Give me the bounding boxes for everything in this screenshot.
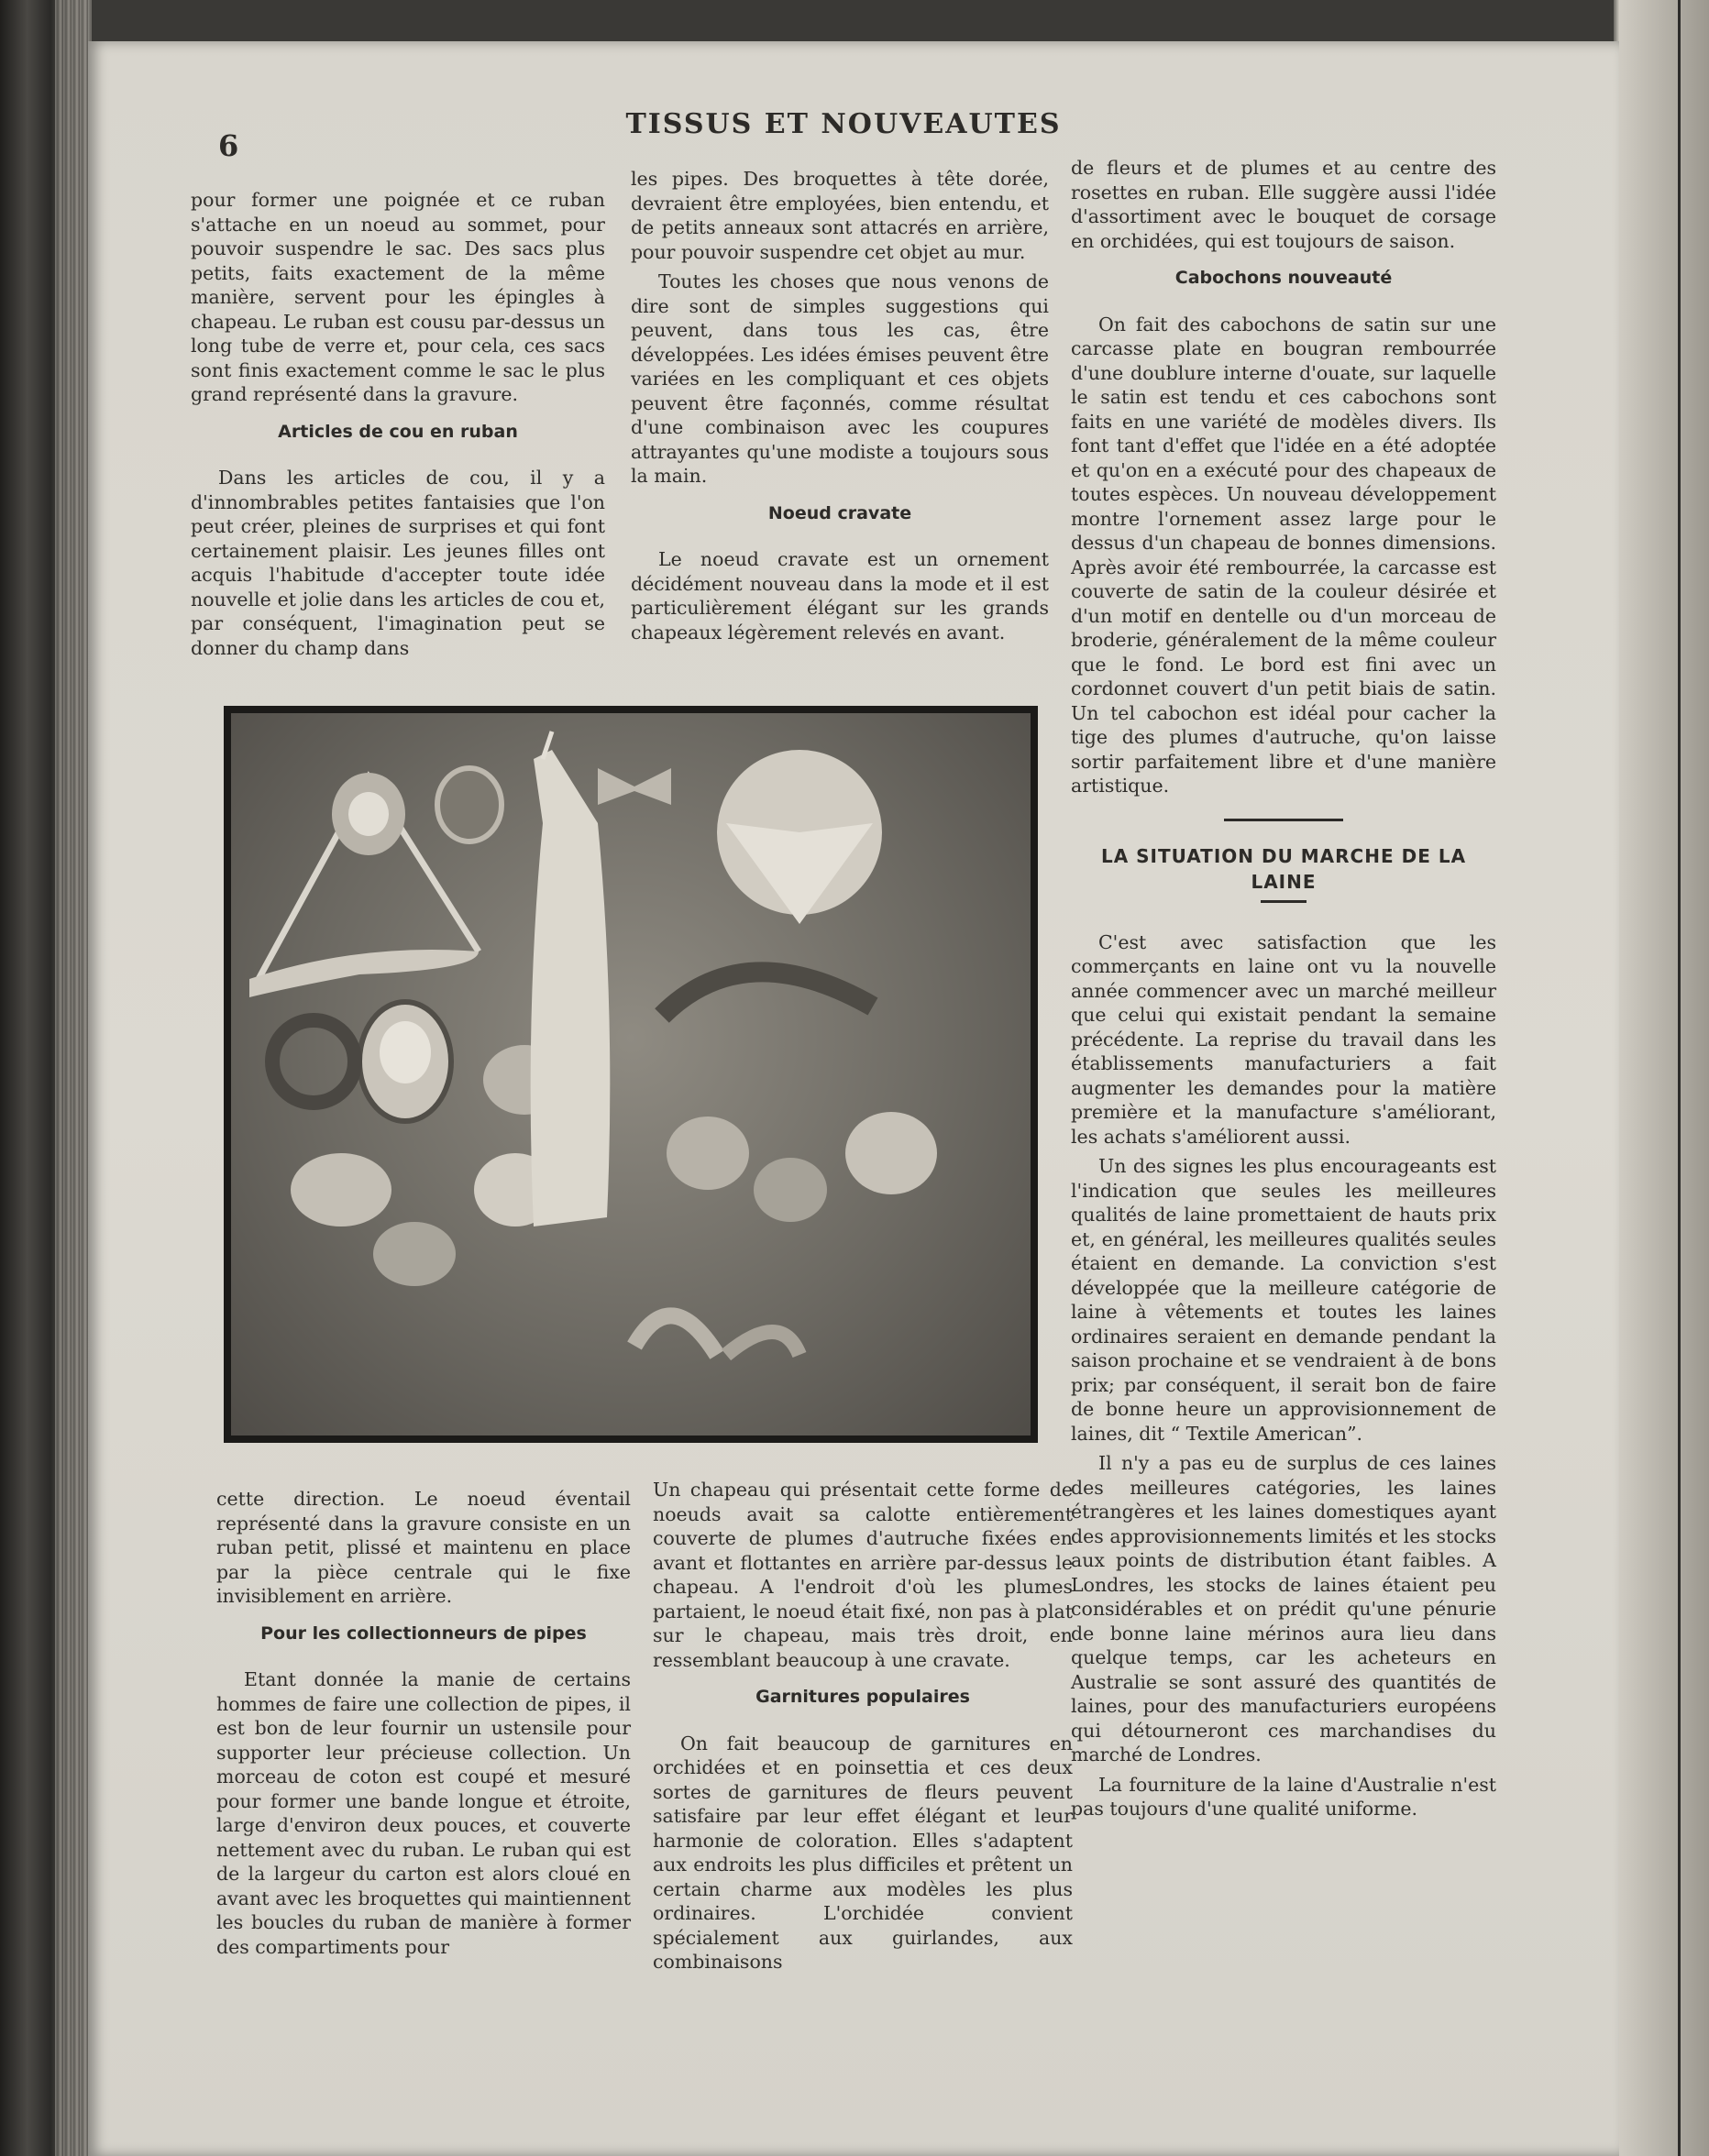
- rosette-center: [348, 792, 389, 836]
- paragraph: Dans les articles de cou, il y a d'innombrables petites fantaisies que l'on peut créer, pleines de surprises et qui font certainement plaisir. Les jeunes filles ont acquis l'habitude d'accepter toute idée nouvelle et jolie dans les articles de cou et, par conséquent, l'imagination peut se donner du champ dans: [191, 467, 605, 659]
- photograph-ribbon-articles: [224, 706, 1038, 1443]
- garland: [662, 972, 873, 1016]
- paragraph: pour former une poignée et ce ruban s'attache en un noeud au sommet, pour pouvoir suspendre le sac. Des sacs plus petits, faits exactement de la même manière, servent pour les épingles à chapeau. Le ruban est cousu par-dessus un long tube de verre et, pour cela, ces sacs sont finis exactement comme le sac le plus grand représenté dans la gravure.: [191, 189, 605, 405]
- divider-rule: [1224, 819, 1343, 821]
- flower-cluster: [291, 1153, 391, 1226]
- section-heading: Cabochons nouveauté: [1174, 268, 1393, 288]
- page-number: 6: [218, 128, 239, 163]
- column-2-top: [631, 167, 1049, 650]
- bow-tie: [598, 768, 671, 805]
- paragraph: les pipes. Des broquettes à tête dorée, devraient être employées, bien entendu, et de petits anneaux sont attacrés en arrière, pour pouvoir suspendre cet objet au mur.: [631, 168, 1049, 263]
- paragraph: Etant donnée la manie de certains hommes de faire une collection de pipes, il est bon de leur fournir un ustensile pour supporter leur précieuse collection. Un morceau de coton est coupé et mesuré pour former une bande longue et étroite, large d'environ deux pouces, et couverte nettement avec du ruban. Le ruban qui est de la largeur du carton est alors cloué en avant avec les broquettes qui maintiennent les boucles du ruban de manière à former des compartiments pour: [216, 1668, 631, 1958]
- column-2-bottom: [653, 1478, 1073, 1980]
- paragraph: Le noeud cravate est un ornement décidément nouveau dans la mode et il est particulièrement élégant sur les grands chapeaux légèrement relevés en avant.: [631, 548, 1049, 644]
- section-heading: Garnitures populaires: [755, 1687, 970, 1707]
- column-1-top: [191, 188, 605, 666]
- flower-cluster: [667, 1116, 749, 1190]
- ribbon-sac-long: [531, 750, 611, 1226]
- photograph-illustration: [231, 713, 1031, 1436]
- ribbon-frill: [249, 950, 479, 997]
- paragraph: Un des signes les plus encourageants est l'indication que seules les meilleures qualités de laine promettaient de hauts prix et, en général, les meilleures qualités seules étaient en demande. La conviction s'est développée que la meilleure catégorie de laine à vêtements et toutes les laines ordinaires seraient en demande pendant la saison prochaine et se vendraient à de bons prix; par conséquent, il serait bon de faire de bonne heure un approvisionnement de laines, dit “ Textile American”.: [1071, 1155, 1496, 1445]
- page-stack-edge-left: [55, 0, 92, 2156]
- garland: [726, 1332, 799, 1355]
- column-1-bottom: [216, 1487, 631, 1964]
- paragraph: de fleurs et de plumes et au centre des rosettes en ruban. Elle suggère aussi l'idée d'assortiment avec le bouquet de corsage en orchidées, qui est toujours de saison.: [1071, 157, 1496, 252]
- paragraph: Il n'y a pas eu de surplus de ces laines des meilleures catégories, les laines étrangères et les laines domestiques ayant des approvisionnements limités et les stocks aux points de distribution étant faibles. A Londres, les stocks de laines étaient peu considérables et on prédit qu'une pénurie de bonne laine mérinos aura lieu dans quelque temps, car les acheteurs en Australie se sont assuré des quantités de laines, pour des manufacturiers européens qui détourneront ces marchandises du marché de Londres.: [1071, 1452, 1496, 1766]
- paragraph: Toutes les choses que nous venons de dire sont de simples suggestions qui peuvent, dans tous les cas, être développées. Les idées émises peuvent être variées en les compliquant et ces objets peuvent être façonnés, comme résultat d'une combinaison avec les coupures attrayantes qu'une modiste a toujours sous la main.: [631, 270, 1049, 487]
- paragraph: La fourniture de la laine d'Australie n'est pas toujours d'une qualité uniforme.: [1071, 1773, 1496, 1820]
- section-heading: Articles de cou en ruban: [278, 421, 518, 442]
- paragraph: On fait des cabochons de satin sur une carcasse plate en bougran rembourrée d'une doublure interne d'ouate, sur laquelle le satin est tendu et ces cabochons sont faits en une variété de modèles divers. Ils font tant d'effet que l'idée en a été adoptée et qu'on en a exécuté pour des chapeaux de toutes espèces. Un nouveau développement montre l'ornement assez large pour le dessus d'un chapeau de bonnes dimensions. Après avoir été rembourrée, la carcasse est couverte de satin de la couleur désirée et d'un motif en dentelle ou d'un morceau de broderie, généralement de la même couleur que le fond. Le bord est fini avec un cordonnet couvert d'un petit biais de satin. Un tel cabochon est idéal pour cacher la tige des plumes d'autruche, qu'on laisse sortir parfaitement libre et d'une manière artistique.: [1071, 313, 1496, 797]
- flower-wreath: [272, 1020, 355, 1103]
- running-title: TISSUS ET NOUVEAUTES: [625, 108, 1062, 140]
- portrait-figure: [380, 1021, 431, 1084]
- flower-cluster: [845, 1112, 937, 1194]
- garland: [634, 1315, 717, 1355]
- photograph-content: [231, 713, 1031, 1436]
- book-edge-right: [1614, 0, 1709, 2156]
- edge-line: [1678, 0, 1681, 2156]
- flower-cluster: [754, 1158, 827, 1222]
- paragraph: On fait beaucoup de garnitures en orchidées et en poinsettia et ces deux sortes de garnitures de fleurs peuvent satisfaire par leur effet élégant et leur harmonie de coloration. Elles s'adaptent aux endroits les plus difficiles et prêtent un certain charme aux modèles les plus ordinaires. L'orchidée convient spécialement aux guirlandes, aux combinaisons: [653, 1732, 1073, 1973]
- paragraph: Un chapeau qui présentait cette forme de noeuds avait sa calotte entièrement couverte de plumes d'autruche fixées en avant et flottantes en arrière par-dessus le chapeau. A l'endroit d'où les plumes partaient, le noeud était fixé, non pas à plat sur le chapeau, mais très droit, en ressemblant beaucoup à une cravate.: [653, 1479, 1073, 1671]
- paragraph: C'est avec satisfaction que les commerçants en laine ont vu la nouvelle année commencer avec un marché meilleur que celui qui existait pendant la semaine précédente. La reprise du travail dans les établissements manufacturiers a fait augmenter les demandes pour la matière première et la manufacture s'améliorant, les achats s'améliorent aussi.: [1071, 930, 1496, 1148]
- flower-wreath: [437, 768, 502, 842]
- section-heading: Noeud cravate: [767, 502, 912, 523]
- article-heading: LA SITUATION DU MARCHE DE LA LAINE: [1100, 844, 1467, 893]
- section-heading: Pour les collectionneurs de pipes: [260, 1622, 587, 1644]
- column-3: [1071, 156, 1496, 1827]
- divider-rule: [1261, 900, 1307, 903]
- flower-cluster: [373, 1222, 456, 1286]
- paragraph: cette direction. Le noeud éventail représenté dans la gravure consiste en un ruban petit, plissé et maintenu en place par la pièce centrale qui le fixe invisiblement en arrière.: [216, 1488, 631, 1607]
